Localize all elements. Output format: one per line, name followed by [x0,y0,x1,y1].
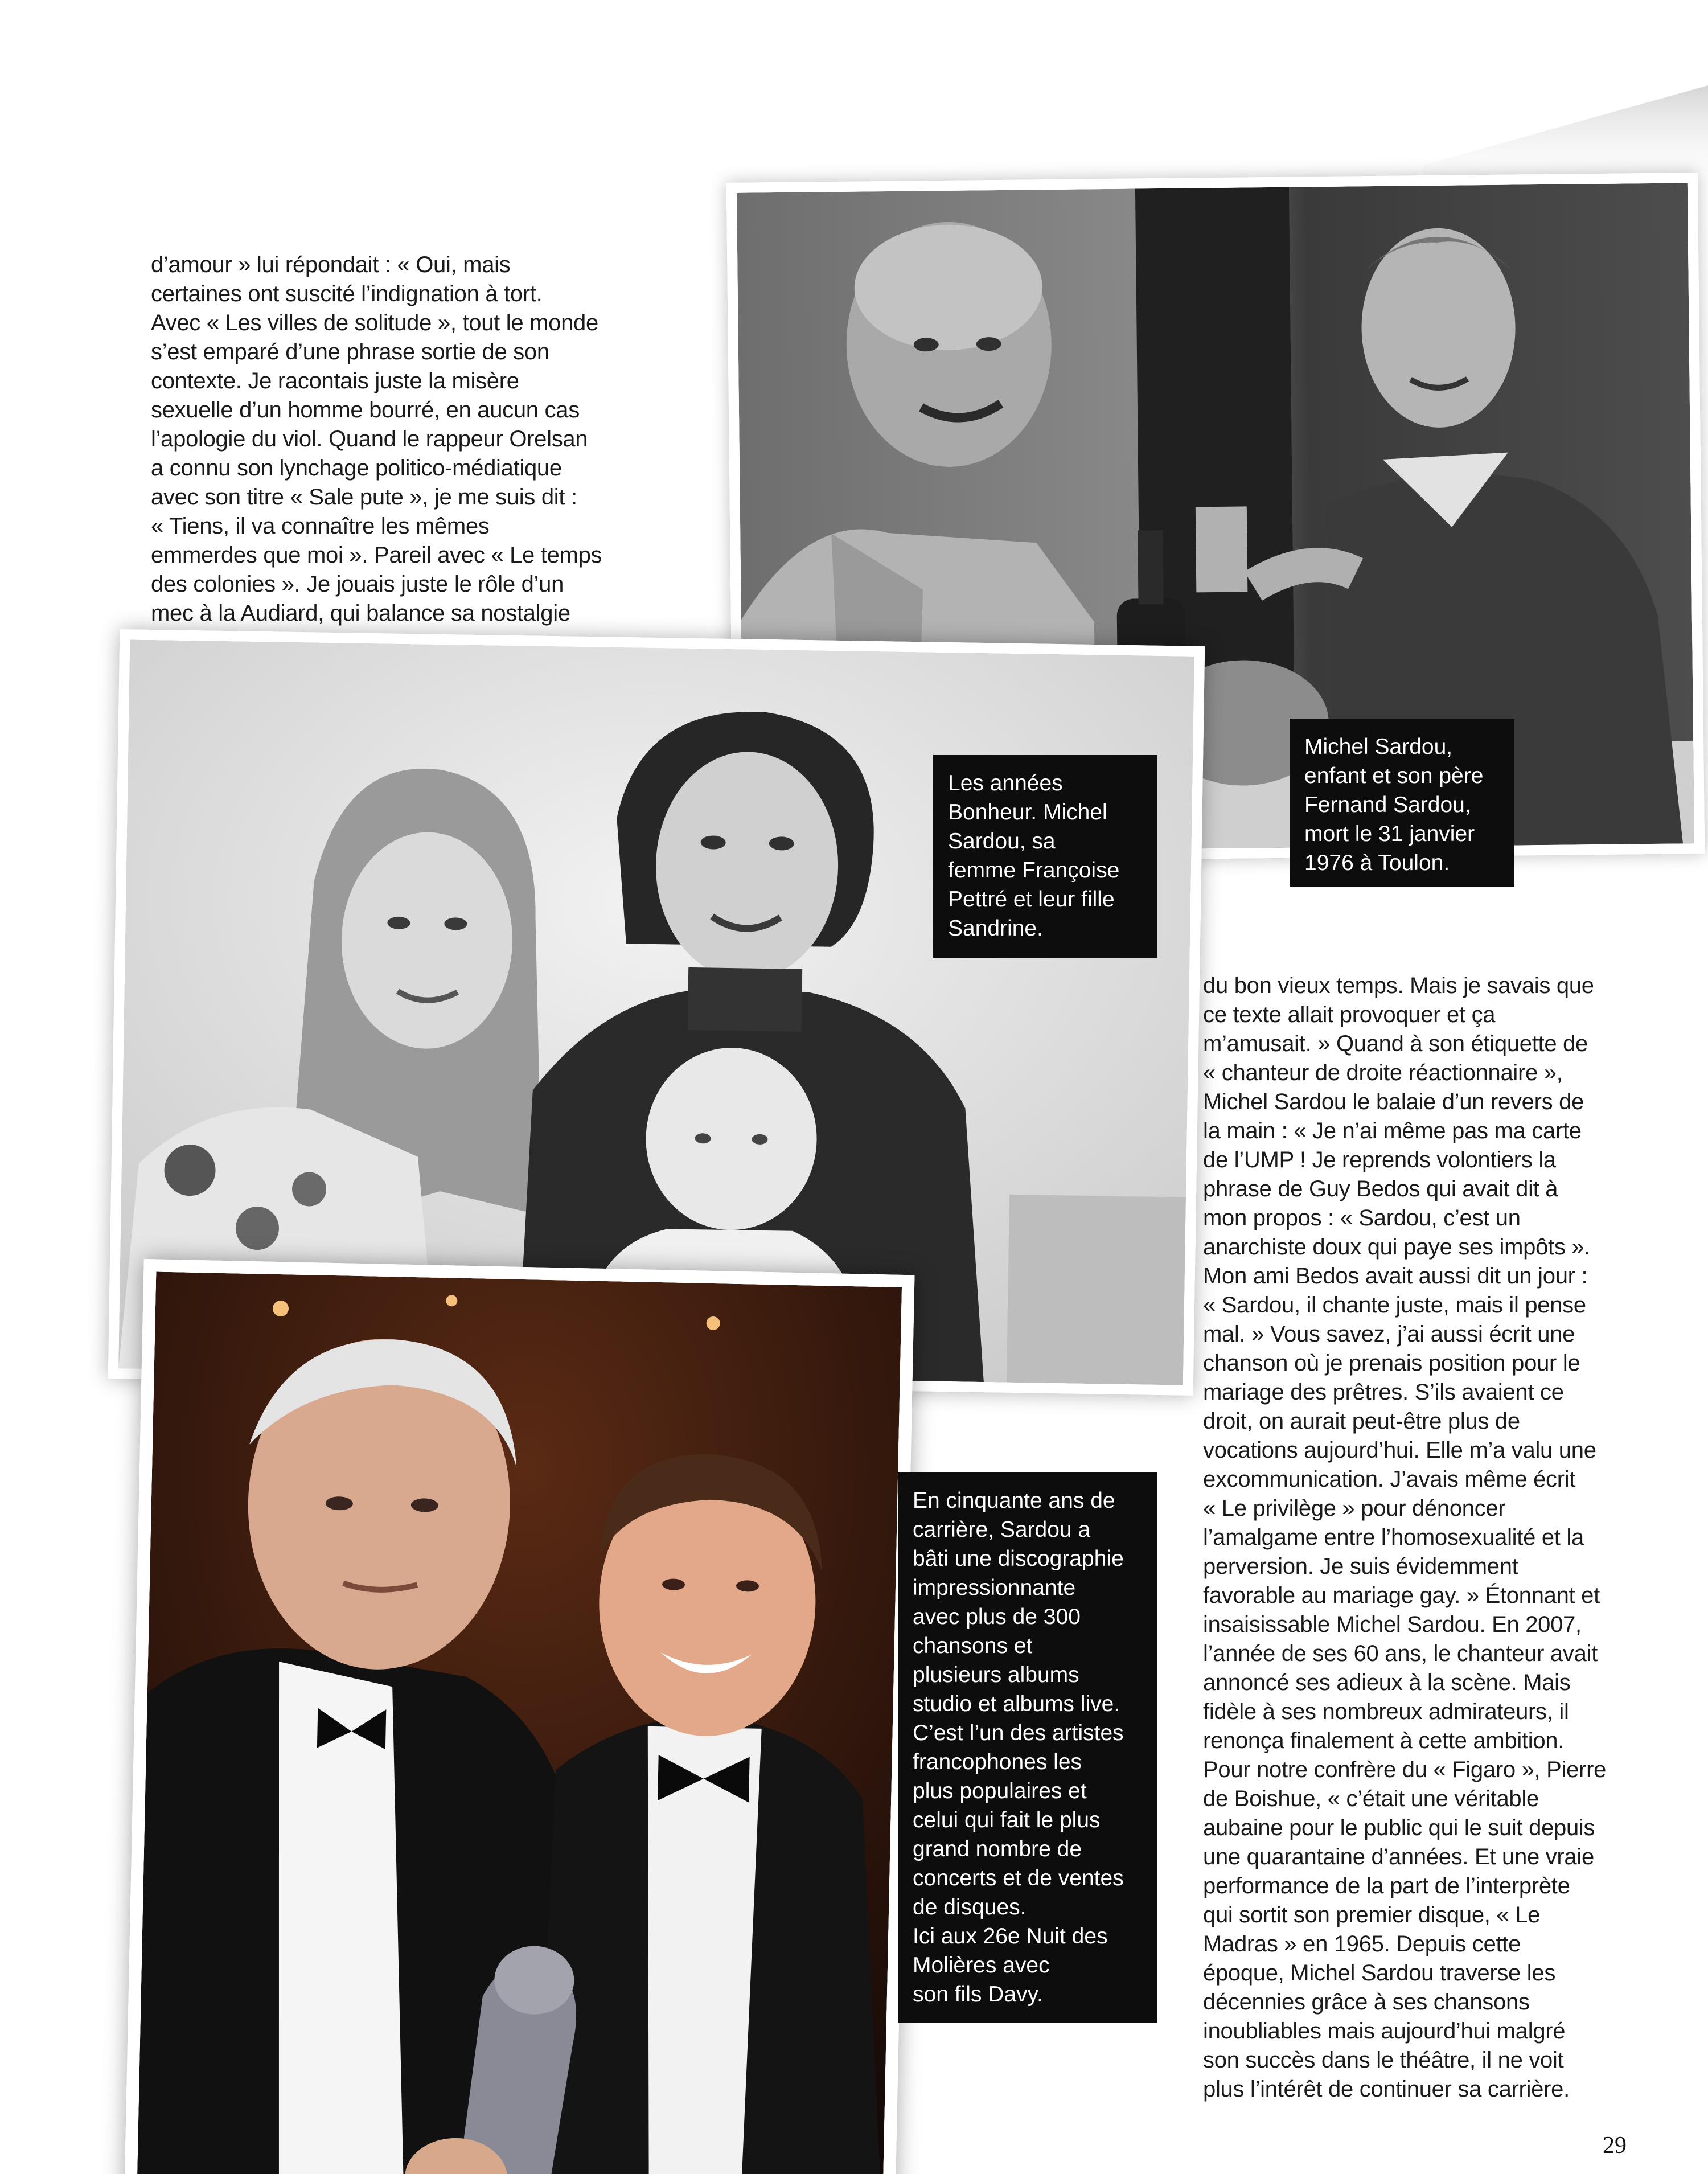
body-text-right-line: Mon ami Bedos avait aussi dit un jour : [1203,1264,1588,1289]
caption-molieres-line: En cinquante ans de [913,1488,1115,1513]
caption-molieres-line: concerts et de ventes [913,1866,1124,1890]
body-text-right-line: « chanteur de droite réactionnaire », [1203,1060,1563,1085]
body-text-right-line: mon propos : « Sardou, c’est un [1203,1205,1521,1230]
body-text-left-line: d’amour » lui répondait : « Oui, mais [151,252,511,277]
caption-molieres-line: son fils Davy. [913,1982,1044,2007]
caption-father-line: enfant et son père [1304,764,1484,788]
body-text-right-line: inoubliables mais aujourd’hui malgré [1203,2019,1566,2044]
body-text-right-line: plus l’intérêt de continuer sa carrière. [1203,2077,1570,2102]
body-text-left-line: des colonies ». Je jouais juste le rôle d’un [151,572,564,597]
body-text-left-line: a connu son lynchage politico-médiatique [151,456,562,481]
body-text-right-line: anarchiste doux qui paye ses impôts ». [1203,1234,1591,1260]
body-text-left-line: s’est emparé d’une phrase sortie de son [151,339,549,364]
body-text-right-line: renonça finalement à cette ambition. [1203,1728,1565,1753]
body-text-right-line: époque, Michel Sardou traverse les [1203,1960,1556,1986]
body-text-right-line: performance de la part de l’interprète [1203,1873,1570,1898]
body-text-right-line: qui sortit son premier disque, « Le [1203,1902,1541,1927]
body-text-right-line: Madras » en 1965. Depuis cette [1203,1931,1521,1956]
body-text-right-line: aubaine pour le public qui le suit depuis [1203,1815,1595,1840]
caption-molieres-line: Ici aux 26e Nuit des [913,1924,1108,1949]
body-text-left-column [151,251,602,628]
caption-father-photo [1290,719,1514,887]
body-text-right-line: fidèle à ses nombreux admirateurs, il [1203,1699,1569,1724]
body-text-right-line: Michel Sardou le balaie d’un revers de [1203,1089,1584,1114]
caption-molieres-line: chansons et [913,1634,1033,1658]
body-text-right-line: de l’UMP ! Je reprends volontiers la [1203,1147,1556,1172]
body-text-right-line: décennies grâce à ses chansons [1203,1990,1530,2015]
caption-molieres-line: plus populaires et [913,1779,1087,1803]
caption-father-line: mort le 31 janvier [1304,822,1475,846]
caption-family-line: Les années [948,771,1063,795]
body-text-right-line: favorable au mariage gay. » Étonnant et [1203,1583,1600,1608]
body-text-right-line: son succès dans le théâtre, il ne voit [1203,2048,1564,2073]
caption-father-line: 1976 à Toulon. [1304,851,1450,875]
body-text-right-line: insaisissable Michel Sardou. En 2007, [1203,1612,1582,1637]
caption-family-line: Sandrine. [948,916,1043,941]
body-text-right-line: l’amalgame entre l’homosexualité et la [1203,1525,1584,1550]
body-text-right-line: de Boishue, « c’était une véritable [1203,1786,1539,1811]
body-text-left-line: sexuelle d’un homme bourré, en aucun cas [151,397,580,423]
caption-molieres-line: grand nombre de [913,1837,1082,1861]
caption-family-line: femme Françoise [948,858,1120,883]
body-text-right-line: « Le privilège » pour dénoncer [1203,1496,1506,1521]
caption-molieres-line: C’est l’un des artistes [913,1721,1124,1745]
body-text-right-line: une quarantaine d’années. Et une vraie [1203,1844,1594,1869]
caption-father-line: Fernand Sardou, [1304,793,1471,817]
caption-father-line: Michel Sardou, [1304,735,1453,759]
photo-molieres-ceremony [124,1259,915,2174]
body-text-left-line: Avec « Les villes de solitude », tout le monde [151,310,598,335]
photo-molieres-image [137,1271,902,2174]
caption-family-photo [933,755,1157,958]
body-text-right-line: « Sardou, il chante juste, mais il pense [1203,1293,1586,1318]
body-text-left-line: mec à la Audiard, qui balance sa nostalgie [151,601,570,626]
body-text-left-line: avec son titre « Sale pute », je me suis dit : [151,485,577,510]
caption-molieres-line: de disques. [913,1895,1027,1919]
body-text-right-line: chanson où je prenais position pour le [1203,1351,1580,1376]
body-text-right-line: m’amusait. » Quand à son étiquette de [1203,1031,1588,1056]
body-text-right-line: vocations aujourd’hui. Elle m’a valu une [1203,1438,1596,1463]
caption-molieres-line: studio et albums live. [913,1692,1120,1716]
caption-molieres-line: impressionnante [913,1576,1076,1600]
caption-molieres-line: carrière, Sardou a [913,1517,1091,1542]
caption-molieres-line: bâti une discographie [913,1547,1124,1571]
body-text-right-line: mariage des prêtres. S’ils avaient ce [1203,1380,1564,1405]
caption-molieres-line: francophones les [913,1750,1082,1774]
caption-molieres-line: avec plus de 300 [913,1605,1081,1629]
body-text-left-line: l’apologie du viol. Quand le rappeur Orelsan [151,426,588,452]
caption-molieres-line: plusieurs albums [913,1663,1079,1687]
caption-molieres-line: celui qui fait le plus [913,1808,1101,1832]
body-text-right-line: l’année de ses 60 ans, le chanteur avait [1203,1641,1598,1666]
body-text-right-line: ce texte allait provoquer et ça [1203,1002,1496,1027]
body-text-right-line: la main : « Je n’ai même pas ma carte [1203,1118,1582,1143]
page-number: 29 [1603,2132,1627,2159]
body-text-right-line: Pour notre confrère du « Figaro », Pierre [1203,1757,1607,1782]
body-text-right-column [1203,971,1606,2104]
body-text-right-line: mal. » Vous savez, j’ai aussi écrit une [1203,1322,1575,1347]
body-text-right-line: annoncé ses adieux à la scène. Mais [1203,1670,1571,1695]
caption-family-line: Pettré et leur fille [948,887,1115,912]
caption-family-line: Sardou, sa [948,829,1056,854]
body-text-right-line: du bon vieux temps. Mais je savais que [1203,973,1594,998]
body-text-left-line: « Tiens, il va connaître les mêmes [151,514,490,539]
body-text-right-line: perversion. Je suis évidemment [1203,1554,1518,1579]
body-text-left-line: certaines ont suscité l’indignation à tort. [151,281,543,306]
body-text-left-line: emmerdes que moi ». Pareil avec « Le temps [151,543,602,568]
caption-molieres-line: Molières avec [913,1953,1050,1978]
caption-family-line: Bonheur. Michel [948,800,1107,825]
body-text-right-line: excommunication. J’avais même écrit [1203,1467,1576,1492]
body-text-right-line: phrase de Guy Bedos qui avait dit à [1203,1176,1558,1201]
body-text-right-line: droit, on aurait peut-être plus de [1203,1409,1520,1434]
caption-molieres-photo [898,1472,1157,2023]
body-text-left-line: contexte. Je racontais juste la misère [151,368,519,393]
